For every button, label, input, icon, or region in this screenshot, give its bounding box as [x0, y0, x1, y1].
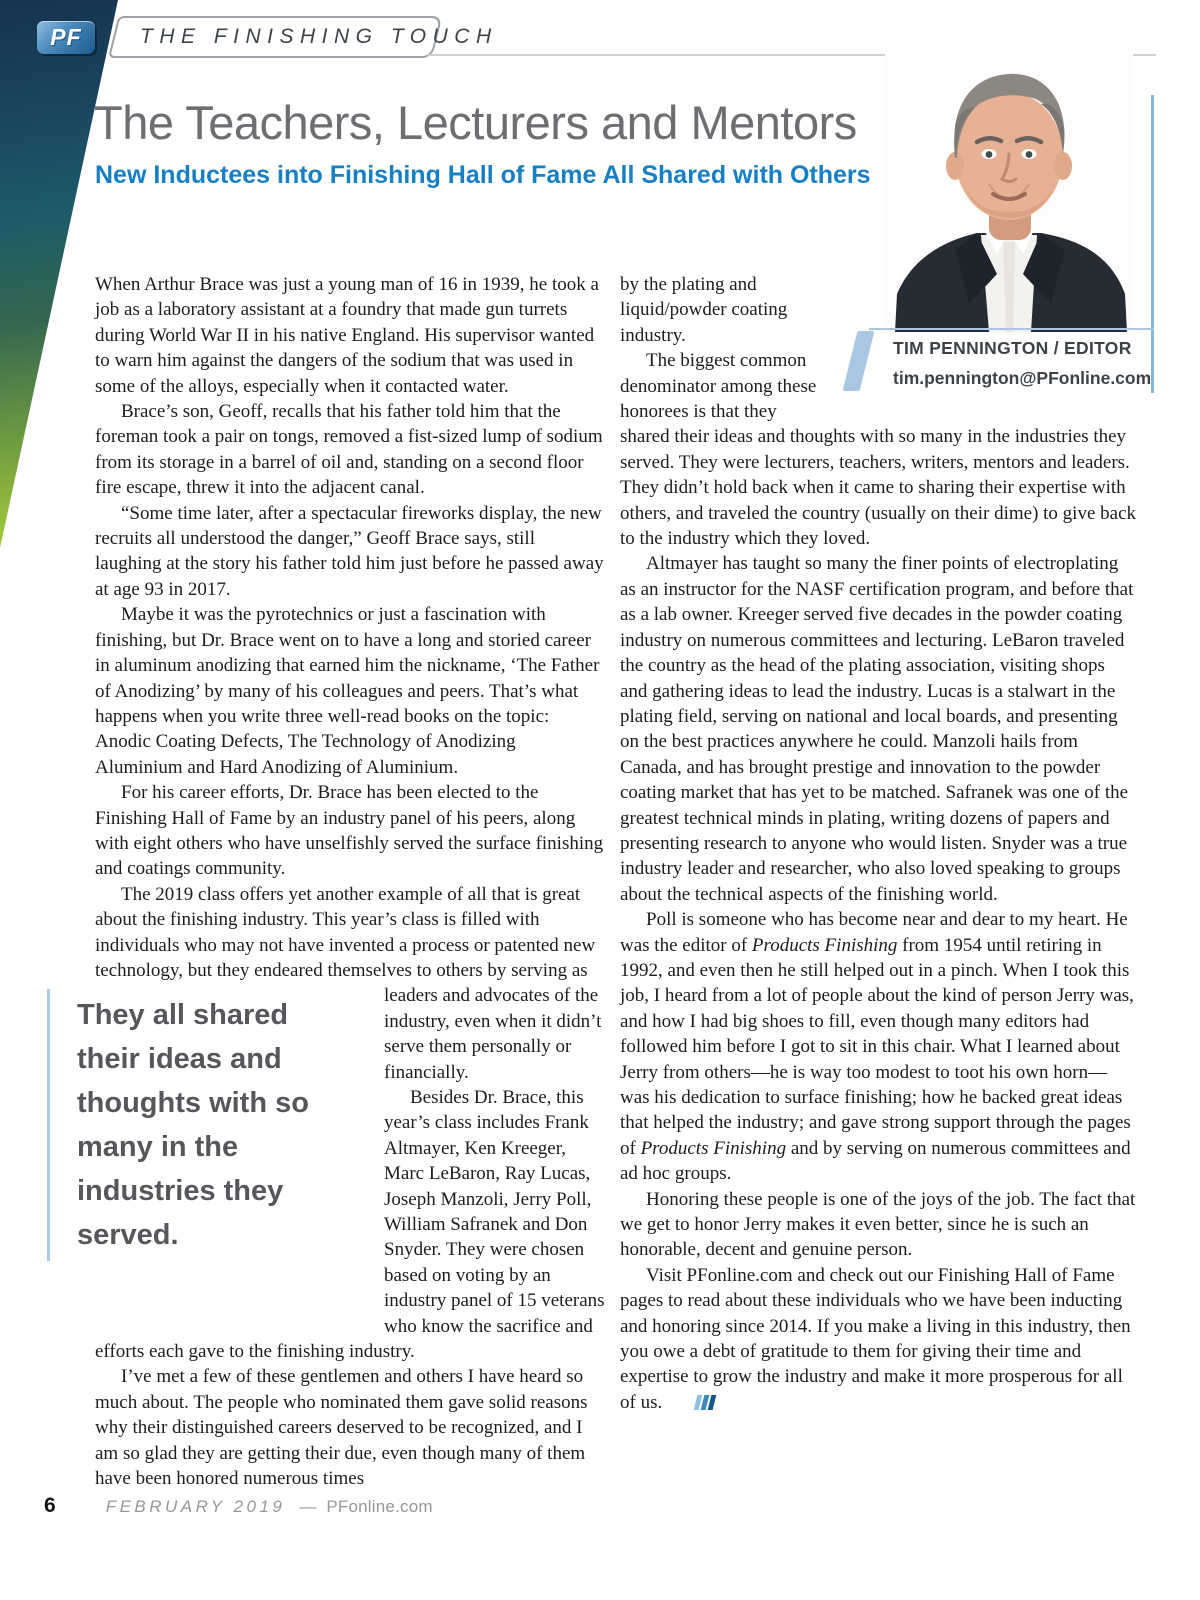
pull-quote: They all shared their ideas and thoughts with so many in the industries they served.	[47, 989, 329, 1261]
issue-date: FEBRUARY 2019	[105, 1497, 286, 1516]
body-text: I’ve met a few of these gentlemen and others I have heard so much about. The people who nominated them gave solid reasons why their distinguished careers deserved to be recognized, and I am so glad they are getting their due, even though many of them have been honored numerous times	[95, 1366, 588, 1490]
page-subtitle: New Inductees into Finishing Hall of Fame All Shared with Others	[95, 161, 871, 189]
article-paragraph	[95, 780, 606, 882]
body-text: and by serving on numerous committees and ad hoc groups.	[620, 1137, 1131, 1185]
body-text: The biggest common denominator among these honorees is that they shared their ideas and thoughts with so many in the industries they served. They were lecturers, teachers, writers, mentors and leaders. They didn’t hold back when it came to sharing their expertise with others, and traveled the country (usually on their dime) to give back to the industry which they loved.	[620, 350, 1137, 550]
editor-email: tim.pennington@PFonline.com	[893, 368, 1152, 388]
page-footer	[44, 1494, 433, 1518]
article-paragraph	[95, 602, 606, 780]
body-text: Brace’s son, Geoff, recalls that his father told him that the foreman took a pair on tongs, removed a fist-sized lump of sodium from its storage in a barrel of oil and, standing on a second floor fire escape, threw it into the adjacent canal.	[95, 401, 603, 499]
article-paragraph	[95, 272, 606, 399]
article-column-left	[77, 272, 606, 1492]
page-number: 6	[44, 1494, 56, 1517]
article-column-right	[620, 272, 1136, 1415]
body-text: from 1954 until retiring in 1992, and even then he still helped out in a pinch. When I took this job, I heard from a lot of people about the kind of person Jerry was, and how I had big shoes to fill, even though many editors had followed him before I got to sit in this chair. What I learned about Jerry from others—he is way too modest to toot his own horn—was his dedication to surface finishing; how he backed great ideas that helped the industry; and gave strong support through the pages of	[620, 934, 1134, 1159]
column-name-label: THE FINISHING TOUCH	[140, 25, 498, 48]
body-text: When Arthur Brace was just a young man of 16 in 1939, he took a job as a laboratory assistant at a foundry that made gun turrets during World War II in his native England. His supervisor wanted to warn him against the dangers of the sodium that was used in some of the alloys, especially when it contacted water.	[95, 274, 599, 397]
editor-name: TIM PENNINGTON / EDITOR	[893, 338, 1132, 358]
body-text: Maybe it was the pyrotechnics or just a fascination with finishing, but Dr. Brace went on to have a long and storied career in aluminum anodizing that earned him the nickname, ‘The Father of Anodizing’ by many of his colleagues and peers. That’s what happens when you write three well-read books on the topic: Anodic Coating Defects, The Technology of Anodizing Aluminium and Hard Anodizing of Aluminium.	[95, 604, 600, 778]
article-paragraph	[95, 501, 606, 603]
page-title: The Teachers, Lecturers and Mentors	[94, 96, 857, 149]
body-text: Altmayer has taught so many the finer points of electroplating as an instructor for the NASF certification program, and before that as a lab owner. Kreeger served five decades in the powder coating industry on numerous committees and lecturing. LeBaron traveled the country as the head of the plating association, visiting shops and gathering ideas to lead the industry. Lucas is a stalwart in the plating field, serving on national and local boards, and presenting on the best practices anywhere he could. Manzoli hails from Canada, and has brought prestige and innovation to the powder coating market that has yet to be matched. Safranek was one of the greatest technical minds in plating, writing dozens of papers and presenting research to anyone who would listen. Snyder was a true industry leader and researcher, who also loved speaking to groups about the technical aspects of the finishing world.	[620, 553, 1134, 905]
italic-text: Products Finishing	[751, 934, 898, 956]
photo-wrap-spacer	[836, 272, 1136, 400]
body-text: Poll is someone who has become near and dear to my heart. He was the editor of	[620, 909, 1128, 956]
article-paragraph	[620, 551, 1136, 907]
footer-site: PFonline.com	[326, 1497, 433, 1516]
body-text: For his career efforts, Dr. Brace has been elected to the Finishing Hall of Fame by an industry panel of his peers, along with eight others who have unselfishly served the surface finishing and coatings community.	[95, 782, 604, 880]
article-paragraph	[620, 272, 1136, 348]
body-text: Besides Dr. Brace, this year’s class includes Frank Altmayer, Ken Kreeger, Marc LeBaron, Ray Lucas, Joseph Manzoli, Jerry Poll, William Safranek and Don Snyder. They were chosen based on voting by an industry panel of 15 veterans who know the sacrifice and efforts each gave to the finishing industry.	[95, 1087, 605, 1363]
body-text: “Some time later, after a spectacular fireworks display, the new recruits all understood the danger,” Geoff Brace says, still laughing at the story his father told him just before he passed away at age 93 in 2017.	[95, 502, 604, 600]
body-text: Honoring these people is one of the joys of the job. The fact that we get to honor Jerry makes it even better, since he is such an honorable, decent and genuine person.	[620, 1188, 1136, 1261]
article-paragraph	[620, 907, 1136, 1186]
article-paragraph	[95, 399, 606, 501]
footer-dash: —	[299, 1497, 317, 1516]
italic-text: Products Finishing	[640, 1137, 787, 1159]
body-text: by the plating and liquid/powder coating industry.	[620, 274, 788, 346]
article-paragraph	[95, 1364, 606, 1491]
article-paragraph	[620, 1187, 1136, 1263]
photo-accent-line	[1151, 95, 1154, 393]
body-text: Visit PFonline.com and check out our Finishing Hall of Fame pages to read about these individuals who we have been inducting and honoring since 2014. If you make a living in this industry, then you owe a debt of gratitude to them for giving their time and expertise to grow the industry and make it more prosperous for all of us.	[620, 1264, 1131, 1413]
body-text: serving as leaders and advocates of the industry, even when it didn’t serve them personally or financially.	[384, 959, 602, 1083]
end-of-article-icon	[670, 1390, 717, 1415]
body-text: The 2019 class offers yet another example of all that is great about the finishing industry. This year’s class is filled with individuals who may not have invented a process or patented new technology, but they endeared themselves to others by	[95, 883, 596, 981]
pf-logo: PF	[37, 21, 95, 54]
article-paragraph	[620, 1263, 1136, 1415]
